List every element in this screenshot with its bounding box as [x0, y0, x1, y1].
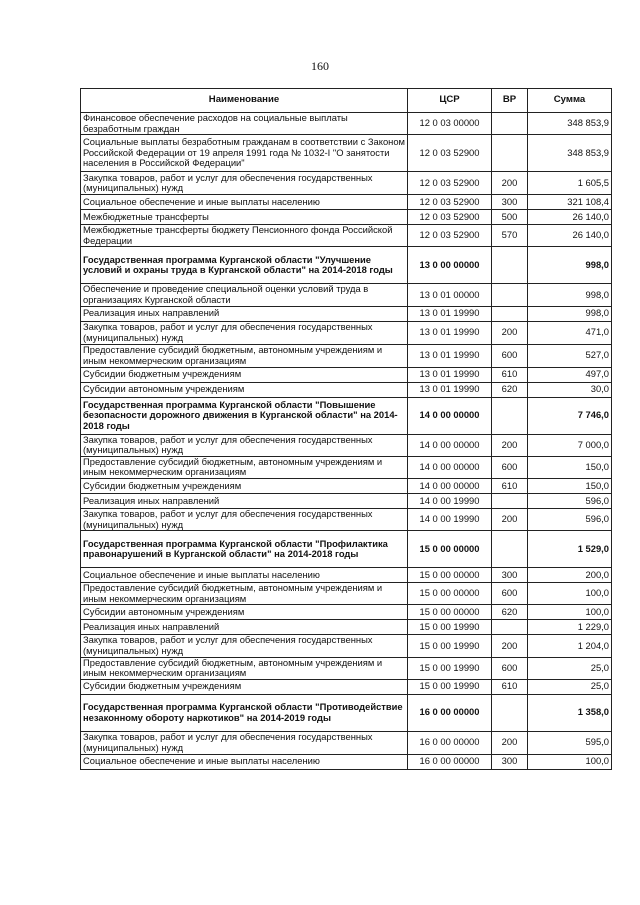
row-sum: 25,0	[528, 657, 612, 679]
row-sum: 348 853,9	[528, 113, 612, 135]
row-csr: 15 0 00 19990	[408, 620, 492, 635]
row-vr	[492, 694, 528, 731]
row-vr: 620	[492, 605, 528, 620]
row-csr: 12 0 03 52900	[408, 135, 492, 172]
row-vr: 600	[492, 456, 528, 478]
row-name: Государственная программа Курганской области "Улучшение условий и охраны труда в Курганской области" на 2014-2018 годы	[81, 247, 408, 284]
row-csr: 13 0 01 19990	[408, 321, 492, 344]
row-csr: 15 0 00 00000	[408, 583, 492, 605]
table-row	[81, 284, 612, 306]
row-name: Реализация иных направлений	[81, 620, 408, 635]
row-vr: 300	[492, 568, 528, 583]
row-sum: 150,0	[528, 456, 612, 478]
row-vr: 610	[492, 367, 528, 382]
row-csr: 14 0 00 00000	[408, 478, 492, 493]
row-csr: 14 0 00 19990	[408, 493, 492, 508]
row-vr	[492, 135, 528, 172]
table-row	[81, 605, 612, 620]
row-name: Закупка товаров, работ и услуг для обеспечения государственных (муниципальных) нужд	[81, 508, 408, 530]
row-csr: 14 0 00 19990	[408, 508, 492, 530]
row-vr: 600	[492, 657, 528, 679]
row-vr: 200	[492, 731, 528, 754]
row-sum: 7 746,0	[528, 397, 612, 434]
row-name: Финансовое обеспечение расходов на социальные выплаты безработным граждан	[81, 113, 408, 135]
row-csr: 12 0 03 52900	[408, 210, 492, 225]
budget-table	[80, 88, 612, 770]
row-csr: 14 0 00 00000	[408, 397, 492, 434]
table-row	[81, 657, 612, 679]
row-csr: 13 0 00 00000	[408, 247, 492, 284]
table-row	[81, 434, 612, 456]
row-sum: 348 853,9	[528, 135, 612, 172]
row-vr: 570	[492, 225, 528, 247]
row-csr: 13 0 01 19990	[408, 306, 492, 321]
row-vr: 610	[492, 679, 528, 694]
row-name: Субсидии бюджетным учреждениям	[81, 679, 408, 694]
row-csr: 16 0 00 00000	[408, 731, 492, 754]
table-row	[81, 754, 612, 769]
row-name: Закупка товаров, работ и услуг для обеспечения государственных (муниципальных) нужд	[81, 321, 408, 344]
table-row	[81, 478, 612, 493]
row-vr: 200	[492, 508, 528, 530]
row-sum: 25,0	[528, 679, 612, 694]
row-vr: 600	[492, 344, 528, 367]
row-sum: 7 000,0	[528, 434, 612, 456]
row-sum: 1 529,0	[528, 531, 612, 568]
table-row	[81, 306, 612, 321]
row-sum: 1 204,0	[528, 635, 612, 657]
row-vr: 200	[492, 172, 528, 195]
program-row	[81, 397, 612, 434]
row-name: Обеспечение и проведение специальной оценки условий труда в организациях Курганской области	[81, 284, 408, 306]
row-vr	[492, 113, 528, 135]
table-row	[81, 321, 612, 344]
row-vr	[492, 306, 528, 321]
row-csr: 13 0 01 00000	[408, 284, 492, 306]
row-vr	[492, 531, 528, 568]
row-name: Реализация иных направлений	[81, 493, 408, 508]
row-csr: 13 0 01 19990	[408, 382, 492, 397]
table-row	[81, 210, 612, 225]
row-csr: 16 0 00 00000	[408, 754, 492, 769]
row-csr: 15 0 00 00000	[408, 605, 492, 620]
table-row	[81, 635, 612, 657]
row-csr: 15 0 00 19990	[408, 635, 492, 657]
row-vr	[492, 397, 528, 434]
row-vr	[492, 247, 528, 284]
row-name: Субсидии автономным учреждениям	[81, 382, 408, 397]
row-name: Межбюджетные трансферты бюджету Пенсионного фонда Российской Федерации	[81, 225, 408, 247]
table-row	[81, 731, 612, 754]
row-name: Социальные выплаты безработным гражданам в соответствии с Законом Российской Федерации от 19 апреля 1991 года № 1032-I "О занятости населения в Российской Федерации"	[81, 135, 408, 172]
row-vr: 200	[492, 321, 528, 344]
table-body	[81, 113, 612, 770]
row-name: Субсидии бюджетным учреждениям	[81, 367, 408, 382]
row-sum: 596,0	[528, 493, 612, 508]
table-row	[81, 493, 612, 508]
row-csr: 15 0 00 19990	[408, 657, 492, 679]
row-csr: 15 0 00 19990	[408, 679, 492, 694]
row-csr: 16 0 00 00000	[408, 694, 492, 731]
row-csr: 13 0 01 19990	[408, 367, 492, 382]
row-name: Предоставление субсидий бюджетным, автономным учреждениям и иным некоммерческим организациям	[81, 657, 408, 679]
table-row	[81, 135, 612, 172]
row-sum: 595,0	[528, 731, 612, 754]
table-row	[81, 382, 612, 397]
row-sum: 26 140,0	[528, 225, 612, 247]
table-row	[81, 113, 612, 135]
row-name: Государственная программа Курганской области "Повышение безопасности дорожного движения в Курганской области" на 2014-2018 годы	[81, 397, 408, 434]
program-row	[81, 247, 612, 284]
row-name: Предоставление субсидий бюджетным, автономным учреждениям и иным некоммерческим организациям	[81, 344, 408, 367]
table-row	[81, 583, 612, 605]
row-name: Субсидии бюджетным учреждениям	[81, 478, 408, 493]
row-name: Государственная программа Курганской области "Профилактика правонарушений в Курганской области" на 2014-2018 годы	[81, 531, 408, 568]
header-vr: ВР	[492, 89, 528, 113]
row-name: Социальное обеспечение и иные выплаты населению	[81, 754, 408, 769]
table-row	[81, 367, 612, 382]
row-vr: 620	[492, 382, 528, 397]
table-row	[81, 172, 612, 195]
row-vr: 610	[492, 478, 528, 493]
program-row	[81, 694, 612, 731]
page-number: 160	[311, 59, 329, 73]
row-sum: 100,0	[528, 754, 612, 769]
table-row	[81, 195, 612, 210]
header-name: Наименование	[81, 89, 408, 113]
table-row	[81, 344, 612, 367]
header-csr: ЦСР	[408, 89, 492, 113]
row-vr: 300	[492, 754, 528, 769]
table-header-row	[81, 89, 612, 113]
row-vr: 500	[492, 210, 528, 225]
row-sum: 596,0	[528, 508, 612, 530]
row-csr: 14 0 00 00000	[408, 456, 492, 478]
table-row	[81, 456, 612, 478]
row-name: Реализация иных направлений	[81, 306, 408, 321]
row-vr: 600	[492, 583, 528, 605]
row-sum: 321 108,4	[528, 195, 612, 210]
row-sum: 998,0	[528, 284, 612, 306]
row-csr: 12 0 03 00000	[408, 113, 492, 135]
program-row	[81, 531, 612, 568]
row-csr: 12 0 03 52900	[408, 195, 492, 210]
row-vr: 300	[492, 195, 528, 210]
row-name: Закупка товаров, работ и услуг для обеспечения государственных (муниципальных) нужд	[81, 434, 408, 456]
row-csr: 14 0 00 00000	[408, 434, 492, 456]
row-vr: 200	[492, 635, 528, 657]
row-name: Государственная программа Курганской области "Противодействие незаконному обороту наркотиков" на 2014-2019 годы	[81, 694, 408, 731]
row-csr: 15 0 00 00000	[408, 531, 492, 568]
row-csr: 12 0 03 52900	[408, 225, 492, 247]
row-name: Предоставление субсидий бюджетным, автономным учреждениям и иным некоммерческим организациям	[81, 456, 408, 478]
row-sum: 497,0	[528, 367, 612, 382]
row-sum: 1 358,0	[528, 694, 612, 731]
row-name: Закупка товаров, работ и услуг для обеспечения государственных (муниципальных) нужд	[81, 731, 408, 754]
table-row	[81, 679, 612, 694]
header-sum: Сумма	[528, 89, 612, 113]
row-sum: 1 229,0	[528, 620, 612, 635]
row-vr	[492, 620, 528, 635]
row-name: Межбюджетные трансферты	[81, 210, 408, 225]
row-name: Закупка товаров, работ и услуг для обеспечения государственных (муниципальных) нужд	[81, 172, 408, 195]
row-sum: 471,0	[528, 321, 612, 344]
table-row	[81, 225, 612, 247]
row-vr	[492, 284, 528, 306]
row-sum: 200,0	[528, 568, 612, 583]
row-sum: 26 140,0	[528, 210, 612, 225]
row-csr: 12 0 03 52900	[408, 172, 492, 195]
row-vr	[492, 493, 528, 508]
row-sum: 998,0	[528, 306, 612, 321]
row-name: Социальное обеспечение и иные выплаты населению	[81, 195, 408, 210]
row-vr: 200	[492, 434, 528, 456]
row-sum: 150,0	[528, 478, 612, 493]
row-sum: 100,0	[528, 605, 612, 620]
row-name: Предоставление субсидий бюджетным, автономным учреждениям и иным некоммерческим организациям	[81, 583, 408, 605]
row-sum: 100,0	[528, 583, 612, 605]
row-name: Субсидии автономным учреждениям	[81, 605, 408, 620]
row-csr: 15 0 00 00000	[408, 568, 492, 583]
table-row	[81, 620, 612, 635]
row-sum: 527,0	[528, 344, 612, 367]
row-sum: 998,0	[528, 247, 612, 284]
row-name: Социальное обеспечение и иные выплаты населению	[81, 568, 408, 583]
table-row	[81, 508, 612, 530]
row-sum: 30,0	[528, 382, 612, 397]
row-csr: 13 0 01 19990	[408, 344, 492, 367]
row-name: Закупка товаров, работ и услуг для обеспечения государственных (муниципальных) нужд	[81, 635, 408, 657]
row-sum: 1 605,5	[528, 172, 612, 195]
table-row	[81, 568, 612, 583]
